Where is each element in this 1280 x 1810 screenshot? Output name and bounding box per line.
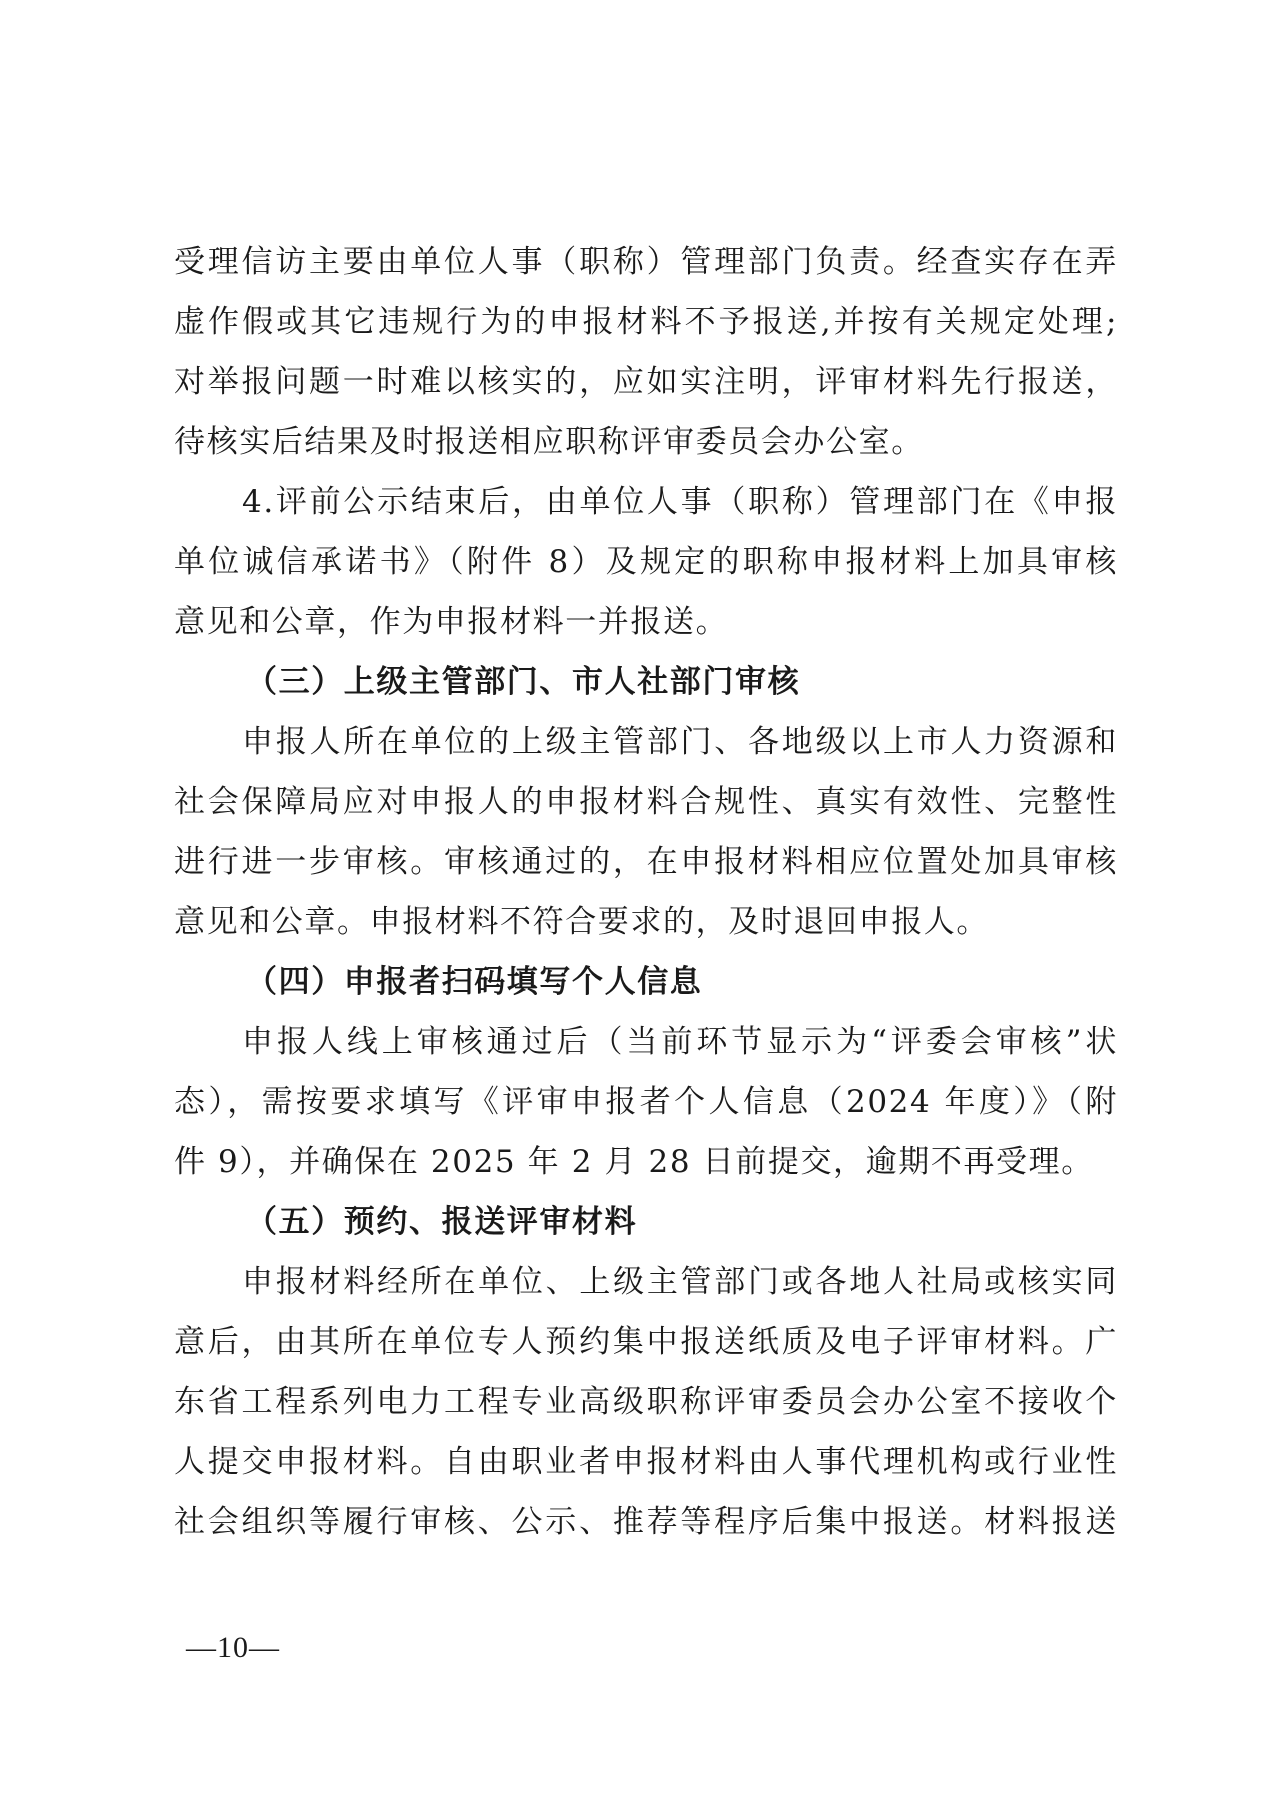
section-heading: （四）申报者扫码填写个人信息 [246, 964, 703, 1000]
text-line: 待核实后结果及时报送相应职称评审委员会办公室。 [174, 424, 924, 460]
text-line: 意后，由其所在单位专人预约集中报送纸质及电子评审材料。广 [174, 1324, 1118, 1360]
text-line: 4.评前公示结束后，由单位人事（职称）管理部门在《申报 [242, 484, 1118, 520]
text-line: 申报人所在单位的上级主管部门、各地级以上市人力资源和 [242, 724, 1118, 760]
page-number: —10— [186, 1631, 280, 1664]
text-line: 人提交申报材料。自由职业者申报材料由人事代理机构或行业性 [174, 1444, 1118, 1480]
text-line: 社会组织等履行审核、公示、推荐等程序后集中报送。材料报送 [174, 1504, 1118, 1540]
text-line: 社会保障局应对申报人的申报材料合规性、真实有效性、完整性 [174, 784, 1118, 820]
text-line: 态），需按要求填写《评审申报者个人信息（2024 年度）》（附 [174, 1084, 1118, 1120]
section-heading: （五）预约、报送评审材料 [246, 1204, 638, 1240]
text-line: 申报材料经所在单位、上级主管部门或各地人社局或核实同 [242, 1264, 1118, 1300]
text-line: 申报人线上审核通过后（当前环节显示为“评委会审核”状 [242, 1024, 1118, 1060]
text-line: 件 9），并确保在 2025 年 2 月 28 日前提交，逾期不再受理。 [174, 1144, 1094, 1180]
document-body [174, 232, 1118, 1552]
text-line: 对举报问题一时难以核实的，应如实注明，评审材料先行报送， [174, 364, 1118, 400]
text-line: 东省工程系列电力工程专业高级职称评审委员会办公室不接收个 [174, 1384, 1118, 1420]
text-line: 意见和公章。申报材料不符合要求的，及时退回申报人。 [174, 904, 989, 940]
text-line: 进行进一步审核。审核通过的，在申报材料相应位置处加具审核 [174, 844, 1118, 880]
text-line: 虚作假或其它违规行为的申报材料不予报送,并按有关规定处理; [174, 304, 1118, 340]
section-heading: （三）上级主管部门、市人社部门审核 [246, 664, 801, 700]
text-line: 意见和公章，作为申报材料一并报送。 [174, 604, 729, 640]
text-line: 受理信访主要由单位人事（职称）管理部门负责。经查实存在弄 [174, 244, 1118, 280]
text-line: 单位诚信承诺书》（附件 8）及规定的职称申报材料上加具审核 [174, 544, 1118, 580]
